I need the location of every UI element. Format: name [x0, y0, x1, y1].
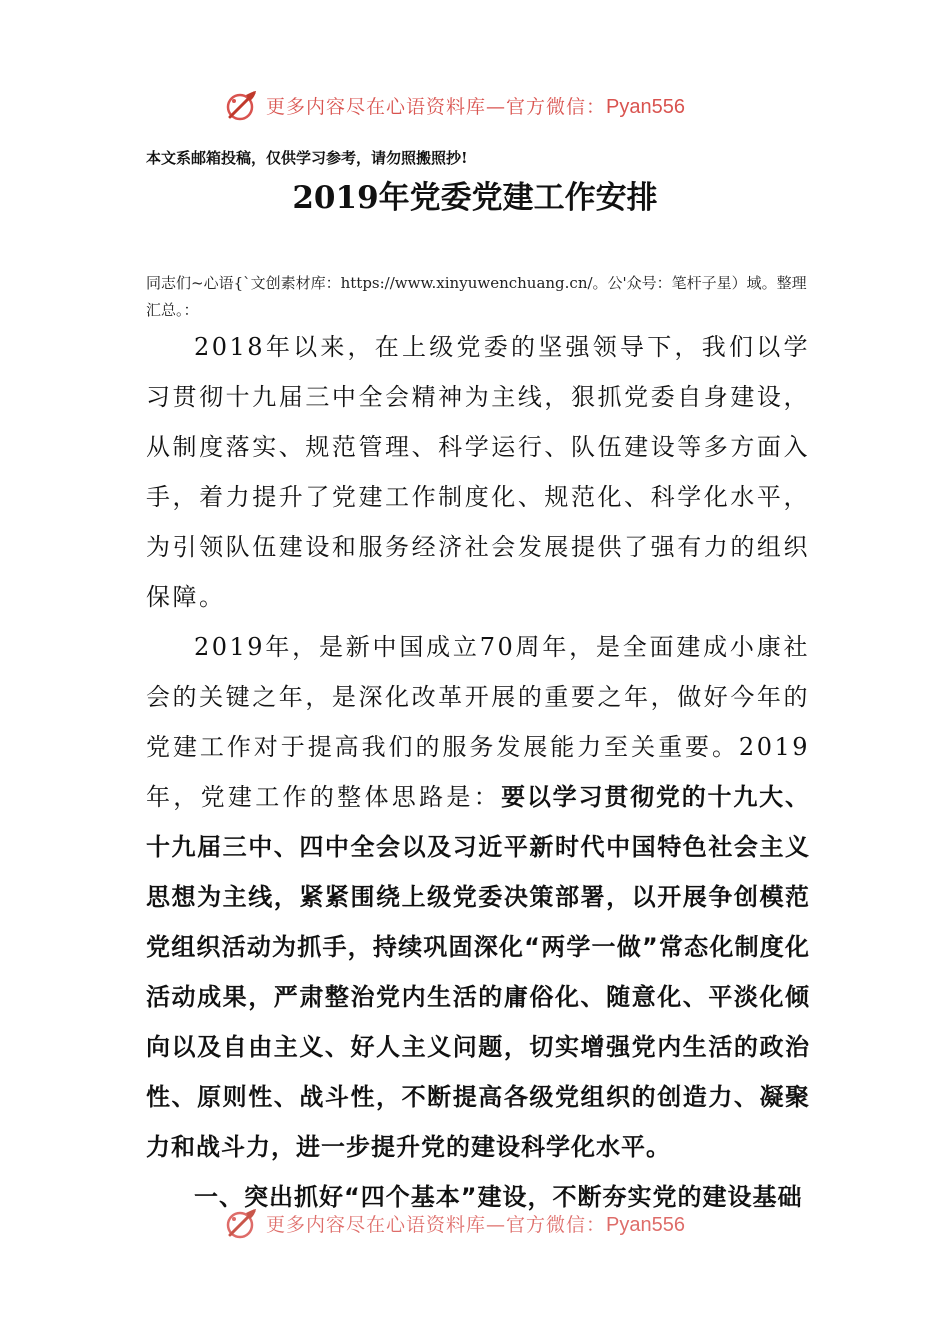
document-title: 2019年党委党建工作安排 [292, 180, 658, 216]
paragraph-2-plain: 2019年，是新中国成立70周年，是全面建成小康社会的关键之年，是深化改革开展的重要之年，做好今年的党建工作对于提高我们的服务发展能力至关重要。2019年，党建工作的整体思路是： [146, 633, 810, 811]
paragraph-2-emphasis: 要以学习贯彻党的十九大、十九届三中、四中全会以及习近平新时代中国特色社会主义思想为主线，紧紧围绕上级党委决策部署，以开展争创模范党组织活动为抓手，持续巩固深化“两学一做”常态化制度化活动成果，严肃整治党内生活的庸俗化、随意化、平淡化倾向以及自由主义、好人主义问题，切实增强党内生活的政治性、原则性、战斗性，不断提高各级党组织的创造力、凝聚力和战斗力，进一步提升党的建设科学化水平。 [146, 783, 810, 1161]
watermark-text: 更多内容尽在心语资料库—官方微信：Pyan556 [266, 95, 685, 118]
paragraph-1: 2018年以来，在上级党委的坚强领导下，我们以学习贯彻十九届三中全会精神为主线，狠抓党委自身建设，从制度落实、规范管理、科学运行、队伍建设等多方面入手，着力提升了党建工作制度化、规范化、科学化水平，为引领队伍建设和服务经济社会发展提供了强有力的组织保障。 [146, 333, 810, 611]
section-heading-1: 一、突出抓好“四个基本”建设，不断夯实党的建设基础 [194, 1183, 803, 1211]
intro-line: 同志们~心语{`文创素材库：https://www.xinyuwenchuang.cn/。公'众号：笔杆子星）域。整理汇总。： [146, 274, 807, 319]
watermark-banner-bottom [224, 1203, 685, 1243]
quill-logo-icon [224, 1205, 260, 1241]
quill-logo-icon [224, 87, 260, 123]
watermark-banner-top [224, 85, 685, 125]
watermark-text: 更多内容尽在心语资料库—官方微信：Pyan556 [266, 1213, 685, 1236]
document-body [146, 322, 810, 1222]
paragraph-2 [146, 622, 810, 1172]
submission-notice: 本文系邮箱投稿，仅供学习参考，请勿照搬照抄! [146, 149, 468, 167]
